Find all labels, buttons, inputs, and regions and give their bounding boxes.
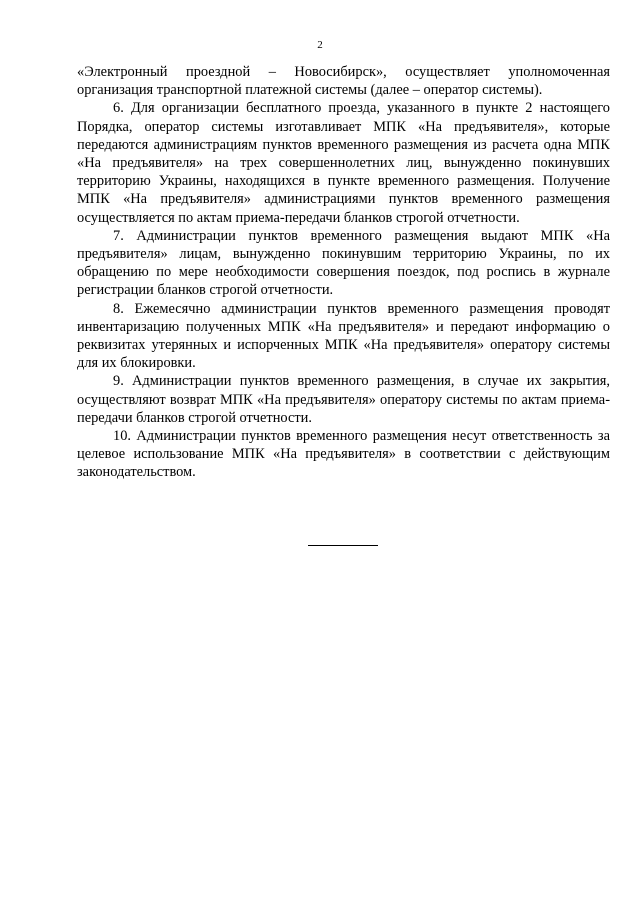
paragraph-item-10: 10. Администрации пунктов временного размещения несут ответственность за целевое использование МПК «На предъявителя» в соответствии с действующим законодательством.	[77, 428, 610, 481]
document-body	[77, 63, 610, 482]
page-number: 2	[317, 39, 323, 51]
closing-divider-line	[308, 545, 378, 546]
paragraph-item-8: 8. Ежемесячно администрации пунктов временного размещения проводят инвентаризацию полученных МПК «На предъявителя» и передают информацию о реквизитах утерянных и испорченных МПК «На предъявителя» оператору системы для их блокировки.	[77, 300, 610, 372]
paragraph-item-6: 6. Для организации бесплатного проезда, указанного в пункте 2 настоящего Порядка, оператор системы изготавливает МПК «На предъявителя», которые передаются администрациям пунктов временного размещения из расчета одна МПК «На предъявителя» на трех совершеннолетних лиц, вынужденно покинувших территорию Украины, находящихся в пункте временного размещения. Получение МПК «На предъявителя» администрациями пунктов временного размещения осуществляется по актам приема-передачи бланков строгой отчетности.	[77, 100, 610, 226]
paragraph-item-7: 7. Администрации пунктов временного размещения выдают МПК «На предъявителя» лицам, вынужденно покинувшим территорию Украины, по их обращению по мере необходимости совершения поездок, под роспись в журнале регистрации бланков строгой отчетности.	[77, 227, 610, 299]
paragraph-continuation: «Электронный проездной – Новосибирск», осуществляет уполномоченная организация транспортной платежной системы (далее – оператор системы).	[77, 64, 610, 99]
paragraph-item-9: 9. Администрации пунктов временного размещения, в случае их закрытия, осуществляют возврат МПК «На предъявителя» оператору системы по актам приема-передачи бланков строгой отчетности.	[77, 373, 610, 426]
